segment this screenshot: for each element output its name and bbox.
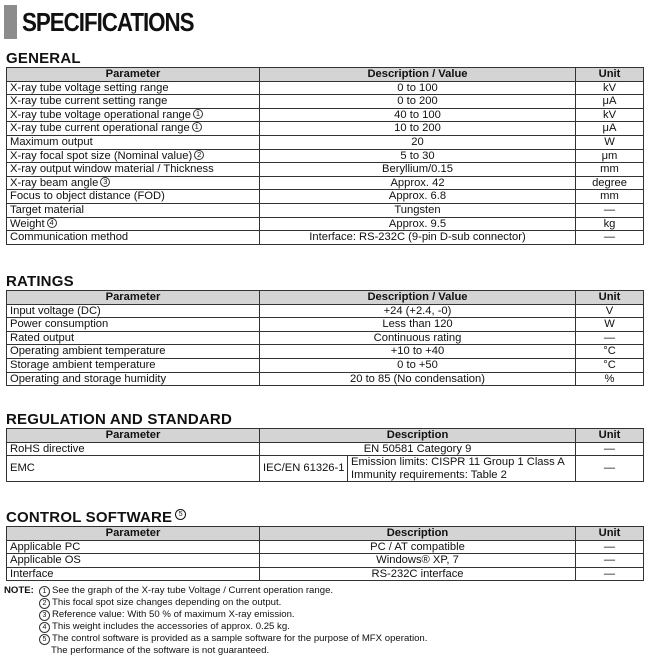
page-title [4,4,221,40]
table-row [7,358,644,372]
header-unit: Unit [576,527,644,541]
param-cell [7,149,260,163]
header-parameter: Parameter [7,291,260,305]
param-text: X-ray tube voltage operational range [10,108,191,121]
param-cell [7,372,260,386]
value-cell: RS-232C interface [260,567,576,581]
table-row [7,149,644,163]
param-text: Operating ambient temperature [10,345,166,358]
table-row [7,372,644,386]
header-parameter: Parameter [7,527,260,541]
header-description: Description [260,527,576,541]
value-cell: Approx. 6.8 [260,190,576,204]
table-row [7,442,644,456]
param-text: X-ray output window material / Thickness [10,163,214,176]
unit-cell: °C [576,358,644,372]
unit-cell: mm [576,163,644,177]
note-number-icon: 5 [39,634,50,645]
unit-cell: μm [576,149,644,163]
param-cell [7,217,260,231]
value-cell: 10 to 200 [260,122,576,136]
table-row [7,540,644,554]
param-cell [7,163,260,177]
table-row [7,81,644,95]
unit-cell: kV [576,81,644,95]
param-text: Power consumption [10,318,109,331]
emc-immunity: Immunity requirements: Table 2 [351,468,507,481]
table-row [7,176,644,190]
unit-cell: W [576,135,644,149]
regulation-table [6,428,644,482]
unit-cell: — [576,203,644,217]
table-row [7,122,644,136]
note-label [4,597,39,609]
param-text: Applicable OS [10,554,81,567]
note-ref-icon: 3 [100,177,110,187]
note-number-icon: 1 [39,586,50,597]
param-cell [7,81,260,95]
header-unit: Unit [576,291,644,305]
param-cell [7,540,260,554]
note-label [4,621,39,633]
table-header-row [7,527,644,541]
general-heading: GENERAL [6,50,81,67]
table-row [7,318,644,332]
table-row [7,190,644,204]
table-row [7,95,644,109]
unit-cell: kV [576,108,644,122]
param-cell [7,304,260,318]
title-accent-bar [4,5,17,39]
unit-cell: degree [576,176,644,190]
param-cell [7,95,260,109]
param-cell [7,190,260,204]
table-row [7,567,644,581]
note-ref-icon: 1 [192,122,202,132]
value-cell: Windows® XP, 7 [260,554,576,568]
param-text: Interface [10,567,54,580]
param-cell [7,135,260,149]
note-text: See the graph of the X-ray tube Voltage / Current operation range. [52,585,334,596]
rohs-param: RoHS directive [7,442,260,456]
param-text: Storage ambient temperature [10,358,156,371]
ratings-table [6,290,644,386]
value-cell: PC / AT compatible [260,540,576,554]
note-item [4,621,427,633]
table-row [7,554,644,568]
value-cell: Approx. 9.5 [260,217,576,231]
table-row [7,135,644,149]
note-number-icon: 4 [39,622,50,633]
note-item [4,609,427,621]
table-header-row [7,291,644,305]
note-ref-icon: 2 [194,150,204,160]
table-row [7,231,644,245]
unit-cell: W [576,318,644,332]
param-text: Maximum output [10,135,93,148]
note-body [39,597,281,609]
param-cell [7,345,260,359]
param-text: Operating and storage humidity [10,372,167,385]
param-text: Weight [10,217,45,230]
emc-emission: Emission limits: CISPR 11 Group 1 Class A [351,456,565,469]
note-ref-icon: 5 [175,509,186,520]
unit-cell: μA [576,122,644,136]
emc-param: EMC [7,456,260,482]
note-item [4,597,427,609]
value-cell: Interface: RS-232C (9-pin D-sub connector) [260,231,576,245]
note-ref-icon: 4 [47,218,57,228]
rohs-value: EN 50581 Category 9 [260,442,576,456]
rohs-unit: — [576,442,644,456]
table-row [7,203,644,217]
param-text: Target material [10,203,84,216]
note-body [39,585,333,597]
header-description: Description / Value [260,291,576,305]
header-unit: Unit [576,68,644,82]
software-table [6,526,644,581]
ratings-heading: RATINGS [6,273,74,290]
param-text: X-ray focal spot size (Nominal value) [10,149,193,162]
param-cell [7,358,260,372]
param-text: X-ray tube current setting range [10,95,168,108]
header-description: Description [260,429,576,443]
note-text: This focal spot size changes depending on the output. [52,597,282,608]
param-cell [7,176,260,190]
param-cell [7,122,260,136]
software-heading [6,509,186,526]
table-row [7,304,644,318]
param-text: X-ray tube voltage setting range [10,81,169,94]
notes [4,585,427,657]
emc-description [348,456,576,482]
value-cell: +10 to +40 [260,345,576,359]
param-cell [7,554,260,568]
param-cell [7,567,260,581]
header-parameter: Parameter [7,429,260,443]
table-row [7,456,644,482]
note-item [4,585,427,597]
page-title-text: SPECIFICATIONS [22,7,194,37]
value-cell: 0 to 200 [260,95,576,109]
table-row [7,331,644,345]
note-text: This weight includes the accessories of approx. 0.25 kg. [52,621,290,632]
note-label: NOTE: [4,585,34,596]
unit-cell: mm [576,190,644,204]
note-text: The control software is provided as a sample software for the purpose of MFX operation. [52,633,428,644]
general-table [6,67,644,245]
value-cell: 0 to 100 [260,81,576,95]
note-label [4,609,39,621]
emc-standard: IEC/EN 61326-1 [260,456,348,482]
value-cell: Less than 120 [260,318,576,332]
note-number-icon: 3 [39,610,50,621]
value-cell: 5 to 30 [260,149,576,163]
regulation-heading: REGULATION AND STANDARD [6,411,232,428]
note-number-icon: 2 [39,598,50,609]
table-row [7,345,644,359]
unit-cell: — [576,231,644,245]
note-body [39,609,295,621]
unit-cell: — [576,540,644,554]
param-cell [7,108,260,122]
value-cell: 0 to +50 [260,358,576,372]
header-unit: Unit [576,429,644,443]
param-text: Applicable PC [10,540,81,553]
table-row [7,217,644,231]
unit-cell: — [576,331,644,345]
table-header-row [7,429,644,443]
note-body [39,621,290,633]
param-cell [7,231,260,245]
param-text: Focus to object distance (FOD) [10,190,165,203]
param-cell [7,331,260,345]
software-heading-text: CONTROL SOFTWARE [6,509,173,526]
value-cell: 40 to 100 [260,108,576,122]
table-row [7,108,644,122]
note-body [39,633,427,645]
value-cell: Tungsten [260,203,576,217]
table-header-row [7,68,644,82]
unit-cell: kg [576,217,644,231]
unit-cell: V [576,304,644,318]
param-text: Communication method [10,231,129,244]
unit-cell: — [576,567,644,581]
note-ref-icon: 1 [193,109,203,119]
param-text: Input voltage (DC) [10,304,101,317]
note-label [4,633,39,645]
header-parameter: Parameter [7,68,260,82]
note-text: Reference value: With 50 % of maximum X-ray emission. [52,609,295,620]
unit-cell: — [576,554,644,568]
param-text: X-ray tube current operational range [10,122,190,135]
value-cell: 20 [260,135,576,149]
param-text: X-ray beam angle [10,176,99,189]
param-text: Rated output [10,331,75,344]
value-cell: 20 to 85 (No condensation) [260,372,576,386]
unit-cell: °C [576,345,644,359]
value-cell: Beryllium/0.15 [260,163,576,177]
emc-unit: — [576,456,644,482]
table-row [7,163,644,177]
note-continuation: The performance of the software is not guaranteed. [51,645,270,656]
header-description: Description / Value [260,68,576,82]
value-cell: Approx. 42 [260,176,576,190]
unit-cell: % [576,372,644,386]
value-cell: +24 (+2.4, -0) [260,304,576,318]
param-cell [7,318,260,332]
unit-cell: μA [576,95,644,109]
note-item [4,633,427,645]
value-cell: Continuous rating [260,331,576,345]
param-cell [7,203,260,217]
